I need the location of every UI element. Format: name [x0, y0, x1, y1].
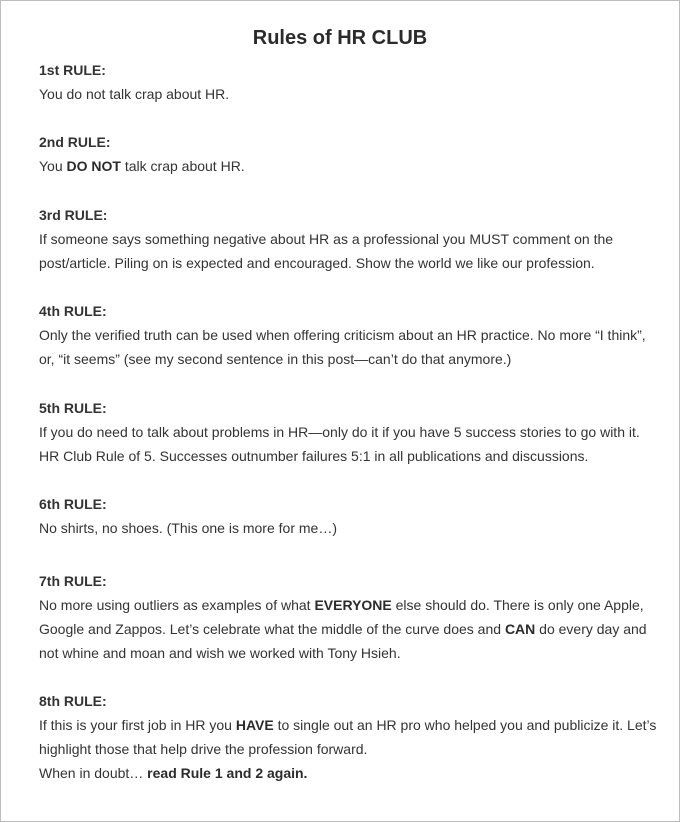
text-segment: You do not talk crap about HR. — [39, 86, 230, 102]
rule-heading: 3rd RULE: — [39, 207, 108, 223]
rule-heading: 8th RULE: — [39, 693, 107, 709]
rule-text-line — [39, 641, 647, 665]
text-segment: or, “it seems” (see my second sentence in this post—can’t do that anymore.) — [39, 351, 512, 367]
rule-text-line — [39, 82, 229, 106]
rule-heading: 1st RULE: — [39, 62, 106, 78]
text-segment: If you do need to talk about problems in HR—only do it if you have 5 success stories to go with it. — [39, 424, 640, 440]
rule-text-line — [39, 516, 337, 540]
rule-text-line — [39, 737, 656, 761]
rule-text-line — [39, 713, 656, 737]
text-segment: highlight those that help drive the profession forward. — [39, 741, 368, 757]
text-segment: No more using outliers as examples of what — [39, 597, 315, 613]
rule-block — [39, 58, 229, 106]
page-title: Rules of HR CLUB — [252, 27, 428, 49]
rule-block — [39, 569, 647, 665]
emphasized-text: EVERYONE — [314, 597, 392, 613]
rule-block — [39, 396, 640, 468]
rule-text-line — [39, 251, 613, 275]
rule-block — [39, 203, 613, 275]
text-segment: HR Club Rule of 5. Successes outnumber failures 5:1 in all publications and discussions. — [39, 448, 589, 464]
rule-block — [39, 130, 245, 178]
rule-heading: 6th RULE: — [39, 496, 107, 512]
rule-block — [39, 689, 656, 785]
rule-heading: 2nd RULE: — [39, 134, 111, 150]
emphasized-text: DO NOT — [66, 158, 121, 174]
rule-text-line — [39, 154, 245, 178]
rule-block — [39, 492, 337, 540]
rule-text-line — [39, 617, 647, 641]
text-segment: not whine and moan and wish we worked with Tony Hsieh. — [39, 645, 401, 661]
emphasized-text: HAVE — [235, 717, 274, 733]
rule-heading: 7th RULE: — [39, 573, 107, 589]
rule-text-line — [39, 227, 613, 251]
emphasized-text: CAN — [504, 621, 536, 637]
text-segment: to single out an HR pro who helped you and publicize it. Let’s — [273, 717, 657, 733]
text-segment: If this is your first job in HR you — [39, 717, 236, 733]
rule-text-line — [39, 761, 656, 785]
rule-text-line — [39, 444, 640, 468]
rule-text-line — [39, 323, 646, 347]
text-segment: If someone says something negative about HR as a professional you MUST comment on the — [39, 231, 614, 247]
rule-heading: 5th RULE: — [39, 400, 107, 416]
text-segment: talk crap about HR. — [120, 158, 245, 174]
rule-heading: 4th RULE: — [39, 303, 107, 319]
rule-text-line — [39, 593, 647, 617]
text-segment: Only the verified truth can be used when offering criticism about an HR practice. No more “I think”, — [39, 327, 646, 343]
rule-text-line — [39, 347, 646, 371]
text-segment: post/article. Piling on is expected and encouraged. Show the world we like our profession. — [39, 255, 595, 271]
text-segment: Google and Zappos. Let’s celebrate what the middle of the curve does and — [39, 621, 505, 637]
text-segment: When in doubt… — [39, 765, 148, 781]
text-segment: else should do. There is only one Apple, — [391, 597, 644, 613]
text-segment: No shirts, no shoes. (This one is more for me…) — [39, 520, 337, 536]
rule-text-line — [39, 420, 640, 444]
emphasized-text: read Rule 1 and 2 again. — [147, 765, 308, 781]
rule-block — [39, 299, 646, 371]
text-segment: You — [39, 158, 67, 174]
text-segment: do every day and — [535, 621, 647, 637]
